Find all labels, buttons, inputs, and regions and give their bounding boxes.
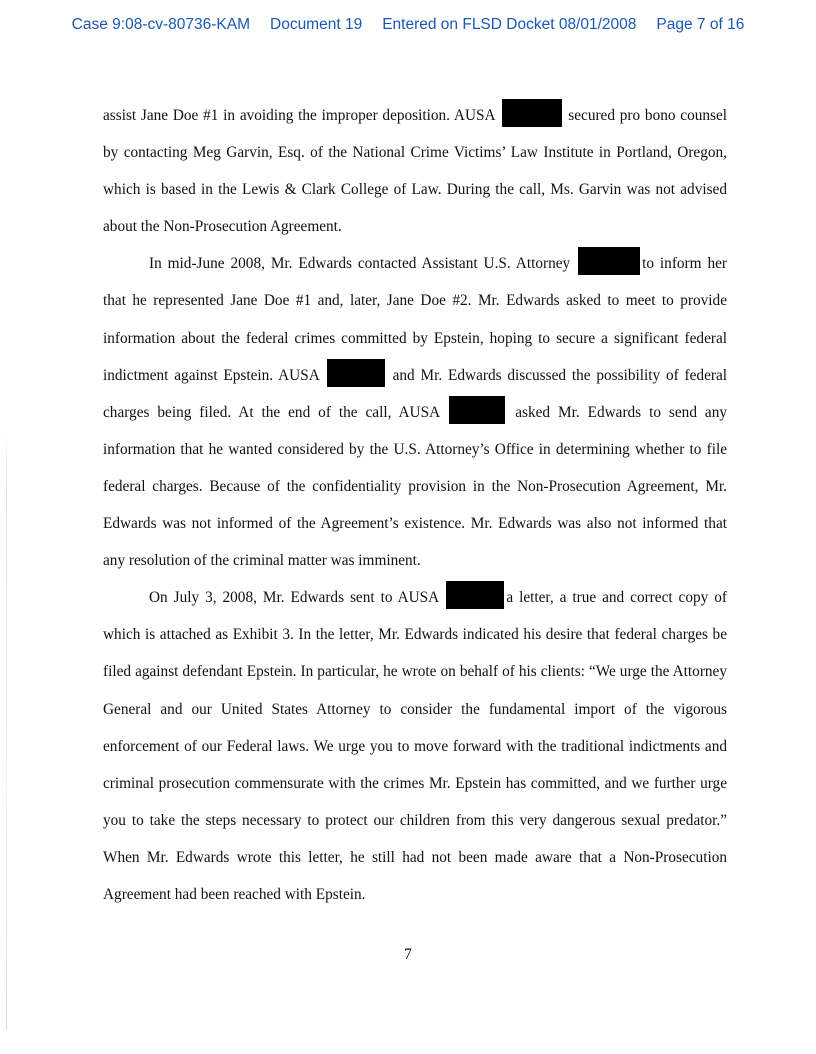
redaction-box — [327, 359, 385, 387]
paragraph-2 — [103, 245, 727, 579]
paragraph-text: and Mr. Edwards discussed the possibility of federal charges being filed. At the end of the call, AUSA — [103, 366, 727, 421]
page-number: 7 — [404, 946, 412, 963]
redaction-box — [578, 247, 640, 275]
docket-header — [0, 16, 816, 34]
paragraph-text: a letter, a true and correct copy of which is attached as Exhibit 3. In the letter, Mr. Edwards indicated his desire that federal charges be filed against defendant Epstein. In particular, he wrote on behalf of his clients: “We urge the Attorney General and our United States Attorney to consider the fundamental import of the vigorous enforcement of our Federal laws. We urge you to move forward with the traditional indictments and criminal prosecution commensurate with the crimes Mr. Epstein has committed, and we further urge you to take the steps necessary to protect our children from this very dangerous sexual predator.” When Mr. Edwards wrote this letter, he still had not been made aware that a Non-Prosecution Agreement had been reached with Epstein. — [103, 589, 727, 903]
paragraph-text: asked Mr. Edwards to send any information that he wanted considered by the U.S. Attorney’s Office in determining whether to file federal charges. Because of the confidentiality provision in the Non-Prosecution Agreement, Mr. Edwards was not informed of the Agreement’s existence. Mr. Edwards was also not informed that any resolution of the criminal matter was imminent. — [103, 403, 727, 570]
redaction-box — [446, 581, 504, 609]
redaction-box — [502, 99, 562, 127]
paragraph-text: On July 3, 2008, Mr. Edwards sent to AUSA — [149, 589, 439, 607]
header-case-number: Case 9:08-cv-80736-KAM — [71, 16, 250, 33]
paragraph-text: assist Jane Doe #1 in avoiding the improper deposition. AUSA — [103, 107, 495, 124]
document-body — [103, 97, 727, 913]
header-page-count: Page 7 of 16 — [656, 16, 745, 33]
header-document-number: Document 19 — [270, 16, 363, 33]
paragraph-text: In mid-June 2008, Mr. Edwards contacted Assistant U.S. Attorney — [149, 255, 571, 273]
paragraph-3 — [103, 579, 727, 913]
paragraph-text: to inform her that he represented Jane Doe #1 and, later, Jane Doe #2. Mr. Edwards asked to meet to provide information about the federal crimes committed by Epstein, hoping to secure a significant federal indictment against Epstein. AUSA — [103, 255, 727, 384]
scan-edge-artifact — [6, 430, 7, 1030]
paragraph-1 — [103, 97, 727, 245]
header-entered-on: Entered on FLSD Docket 08/01/2008 — [382, 16, 637, 33]
paragraph-text: secured pro bono counsel by contacting Meg Garvin, Esq. of the National Crime Victims’ Law Institute in Portland, Oregon, which is based in the Lewis & Clark College of Law. During the call, Ms. Garvin was not advised about the Non-Prosecution Agreement. — [103, 107, 728, 236]
redaction-box — [449, 396, 505, 424]
